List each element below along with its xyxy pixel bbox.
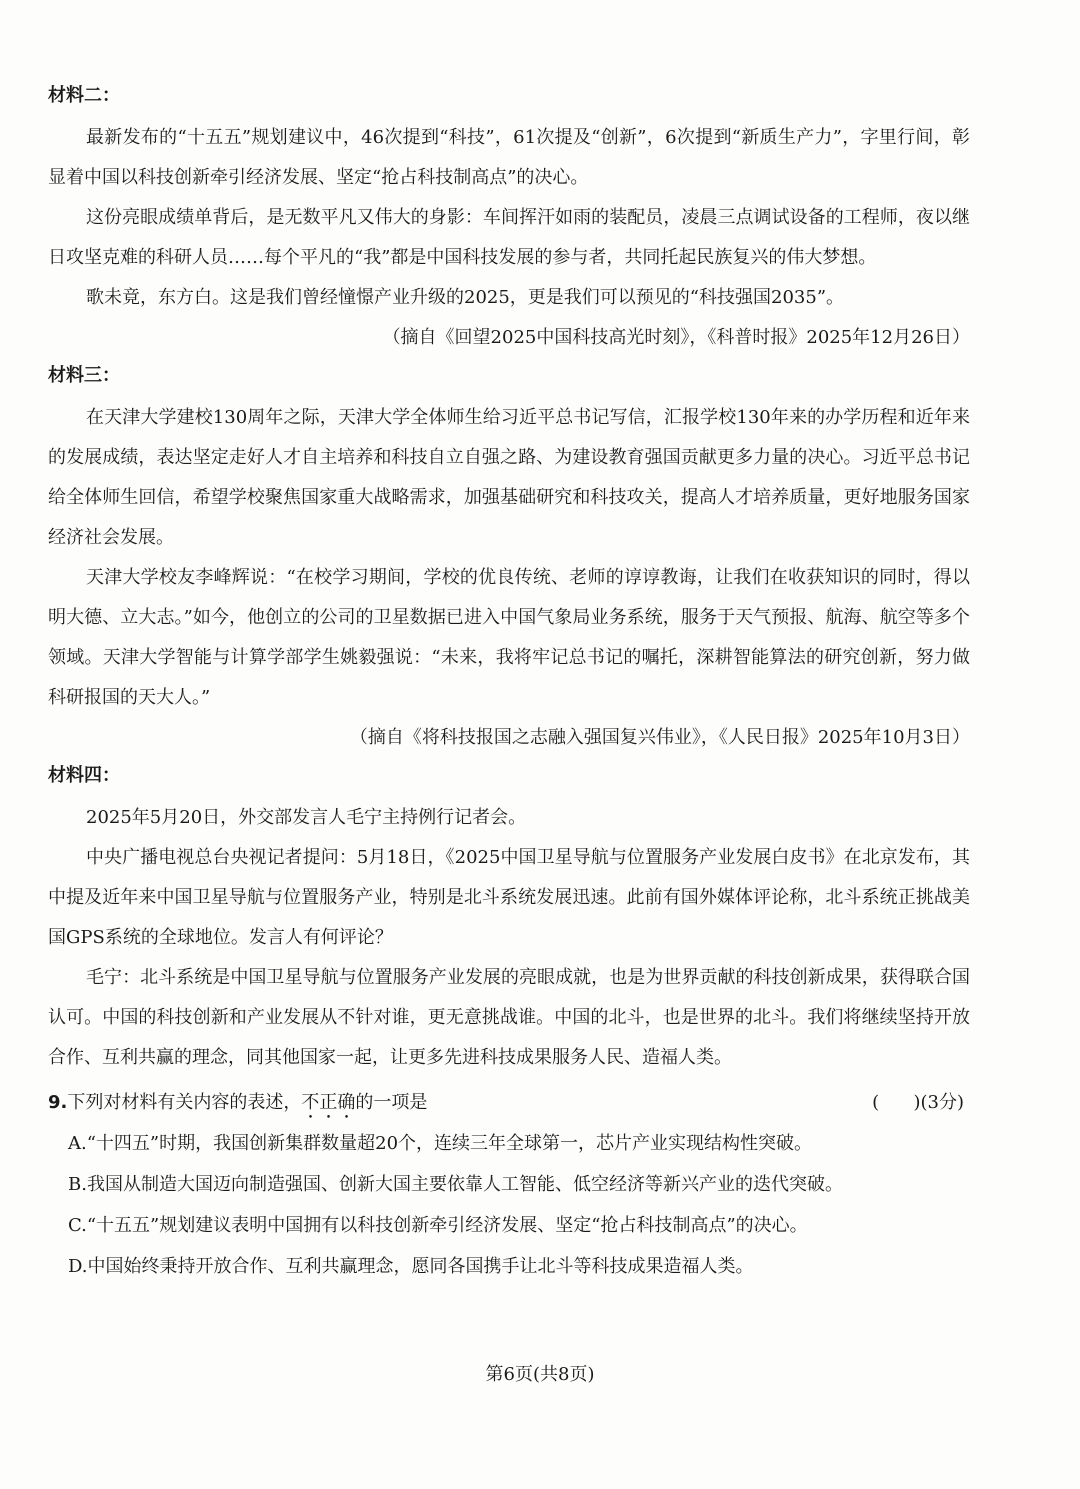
option-c[interactable]: C.“十五五”规划建议表明中国拥有以科技创新牵引经济发展、坚定“抢占科技制高点”的决心。 <box>68 1215 808 1236</box>
question-score: (3分) <box>920 1092 964 1113</box>
page-content <box>48 84 970 1287</box>
material-two-paragraph: 歌未竟，东方白。这是我们曾经憧憬产业升级的2025，更是我们可以预见的“科技强国2035”。 <box>86 287 845 308</box>
question-stem-after: 的一项是 <box>355 1092 428 1113</box>
material-four-section <box>48 764 970 1078</box>
material-three-source: （摘自《将科技报国之志融入强国复兴伟业》，《人民日报》2025年10月3日） <box>349 727 970 748</box>
material-three-section <box>48 364 970 758</box>
material-four-paragraph: 2025年5月20日，外交部发言人毛宁主持例行记者会。 <box>86 807 527 828</box>
question-stem-before: 下列对材料有关内容的表述， <box>67 1092 302 1113</box>
question-answer-area <box>872 1084 970 1123</box>
material-two-heading: 材料二： <box>48 85 120 106</box>
page-footer: 第6页(共8页) <box>485 1364 595 1385</box>
material-two-paragraph: 这份亮眼成绩单背后，是无数平凡又伟大的身影：车间挥汗如雨的装配员，凌晨三点调试设备的工程师，夜以继日攻坚克难的科研人员……每个平凡的“我”都是中国科技发展的参与者，共同托起民族复兴的伟大梦想。 <box>48 207 970 268</box>
question-stem <box>48 1084 427 1123</box>
question-stem-line <box>48 1084 970 1123</box>
option-b[interactable]: B.我国从制造大国迈向制造强国、创新大国主要依靠人工智能、低空经济等新兴产业的迭代突破。 <box>68 1174 843 1195</box>
option-d[interactable]: D.中国始终秉持开放合作、互利共赢理念，愿同各国携手让北斗等科技成果造福人类。 <box>68 1256 754 1277</box>
question-number: 9. <box>48 1092 68 1113</box>
material-three-paragraph: 在天津大学建校130周年之际，天津大学全体师生给习近平总书记写信，汇报学校130年来的办学历程和近年来的发展成绩，表达坚定走好人才自主培养和科技自立自强之路、为建设教育强国贡献更多力量的决心。习近平总书记给全体师生回信，希望学校聚焦国家重大战略需求，加强基础研究和科技攻关，提高人才培养质量，更好地服务国家经济社会发展。 <box>48 407 970 548</box>
material-three-heading: 材料三： <box>48 365 120 386</box>
material-two-section <box>48 84 970 358</box>
material-four-heading: 材料四： <box>48 765 120 786</box>
option-a[interactable]: A.“十四五”时期，我国创新集群数量超20个，连续三年全球第一，芯片产业实现结构性突破。 <box>68 1133 813 1154</box>
material-two-paragraph: 最新发布的“十五五”规划建议中，46次提到“科技”，61次提及“创新”，6次提到“新质生产力”，字里行间，彰显着中国以科技创新牵引经济发展、坚定“抢占科技制高点”的决心。 <box>48 127 970 188</box>
material-two-source: （摘自《回望2025中国科技高光时刻》，《科普时报》2025年12月26日） <box>382 327 970 348</box>
question-stem-emphasis: 不正确 <box>301 1092 356 1113</box>
material-four-paragraph: 毛宁：北斗系统是中国卫星导航与位置服务产业发展的亮眼成就，也是为世界贡献的科技创新成果，获得联合国认可。中国的科技创新和产业发展从不针对谁，更无意挑战谁。中国的北斗，也是世界的北斗。我们将继续坚持开放合作、互利共赢的理念，同其他国家一起，让更多先进科技成果服务人民、造福人类。 <box>48 967 970 1068</box>
material-four-paragraph: 中央广播电视总台央视记者提问：5月18日，《2025中国卫星导航与位置服务产业发展白皮书》在北京发布，其中提及近年来中国卫星导航与位置服务产业，特别是北斗系统发展迅速。此前有国外媒体评论称，北斗系统正挑战美国GPS系统的全球地位。发言人有何评论？ <box>48 847 970 948</box>
material-three-paragraph: 天津大学校友李峰辉说：“在校学习期间，学校的优良传统、老师的谆谆教诲，让我们在收获知识的同时，得以明大德、立大志。”如今，他创立的公司的卫星数据已进入中国气象局业务系统，服务于天气预报、航海、航空等多个领域。天津大学智能与计算学部学生姚毅强说：“未来，我将牢记总书记的嘱托，深耕智能算法的研究创新，努力做科研报国的天大人。” <box>48 567 970 708</box>
answer-blank[interactable]: ( ) <box>872 1092 921 1113</box>
question-nine <box>48 1084 970 1287</box>
